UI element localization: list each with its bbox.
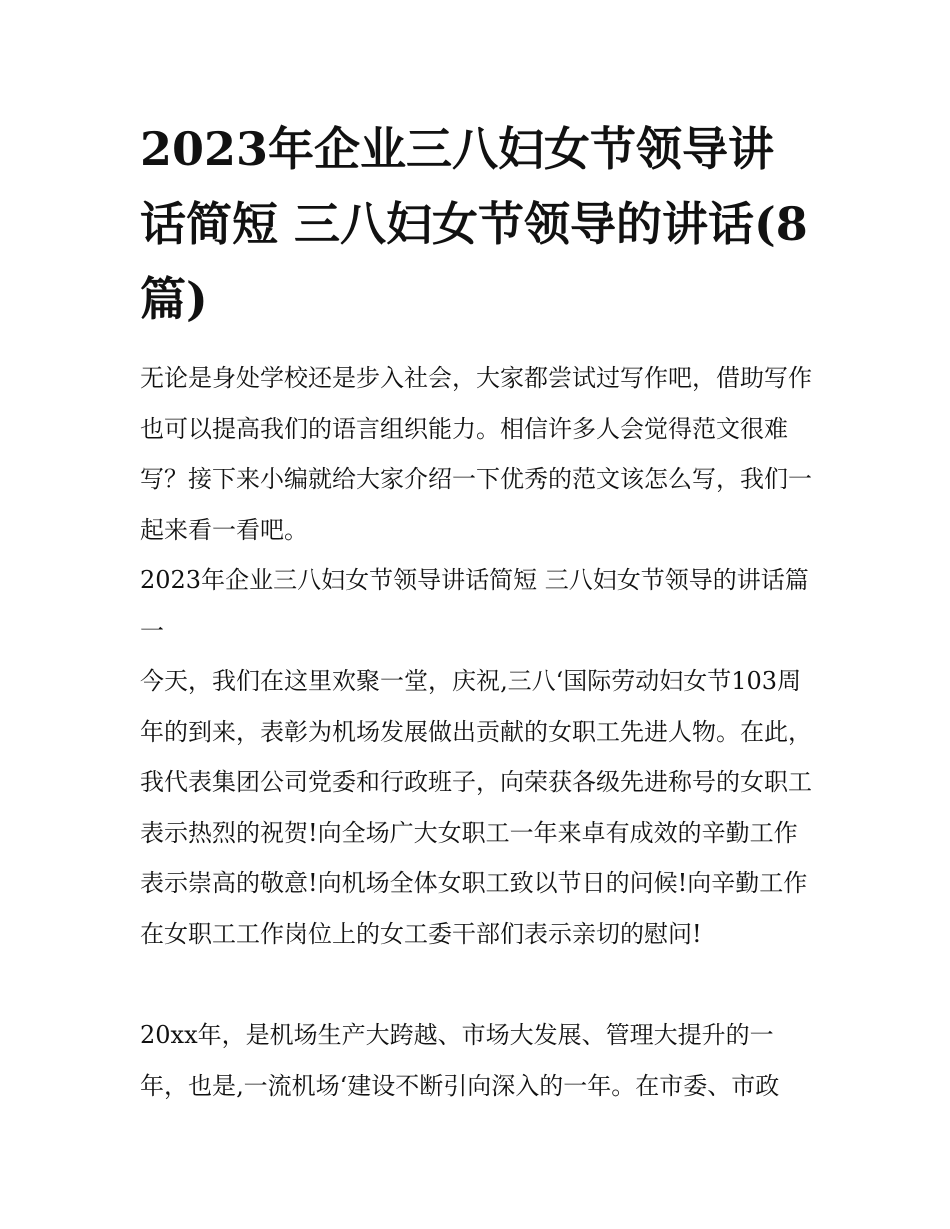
document-title: 2023年企业三八妇女节领导讲话简短 三八妇女节领导的讲话(8篇)	[140, 122, 808, 326]
section-heading: 2023年企业三八妇女节领导讲话简短 三八妇女节领导的讲话篇一	[140, 566, 809, 645]
intro-paragraph: 无论是身处学校还是步入社会，大家都尝试过写作吧，借助写作也可以提高我们的语言组织能力。相信许多人会觉得范文很难写？接下来小编就给大家介绍一下优秀的范文该怎么写，我们一起来看一看吧。	[140, 364, 812, 544]
body-paragraph-1: 今天，我们在这里欢聚一堂，庆祝‚三八‘国际劳动妇女节103周年的到来，表彰为机场发展做出贡献的女职工先进人物。在此，我代表集团公司党委和行政班子，向荣获各级先进称号的女职工表示热烈的祝贺!向全场广大女职工一年来卓有成效的辛勤工作表示崇高的敬意!向机场全体女职工致以节日的问候!向辛勤工作在女职工工作岗位上的女工委干部们表示亲切的慰问!	[140, 667, 812, 948]
body-paragraph-2: 20xx年，是机场生产大跨越、市场大发展、管理大提升的一年，也是‚一流机场‘建设不断引向深入的一年。在市委、市政	[140, 1021, 780, 1100]
